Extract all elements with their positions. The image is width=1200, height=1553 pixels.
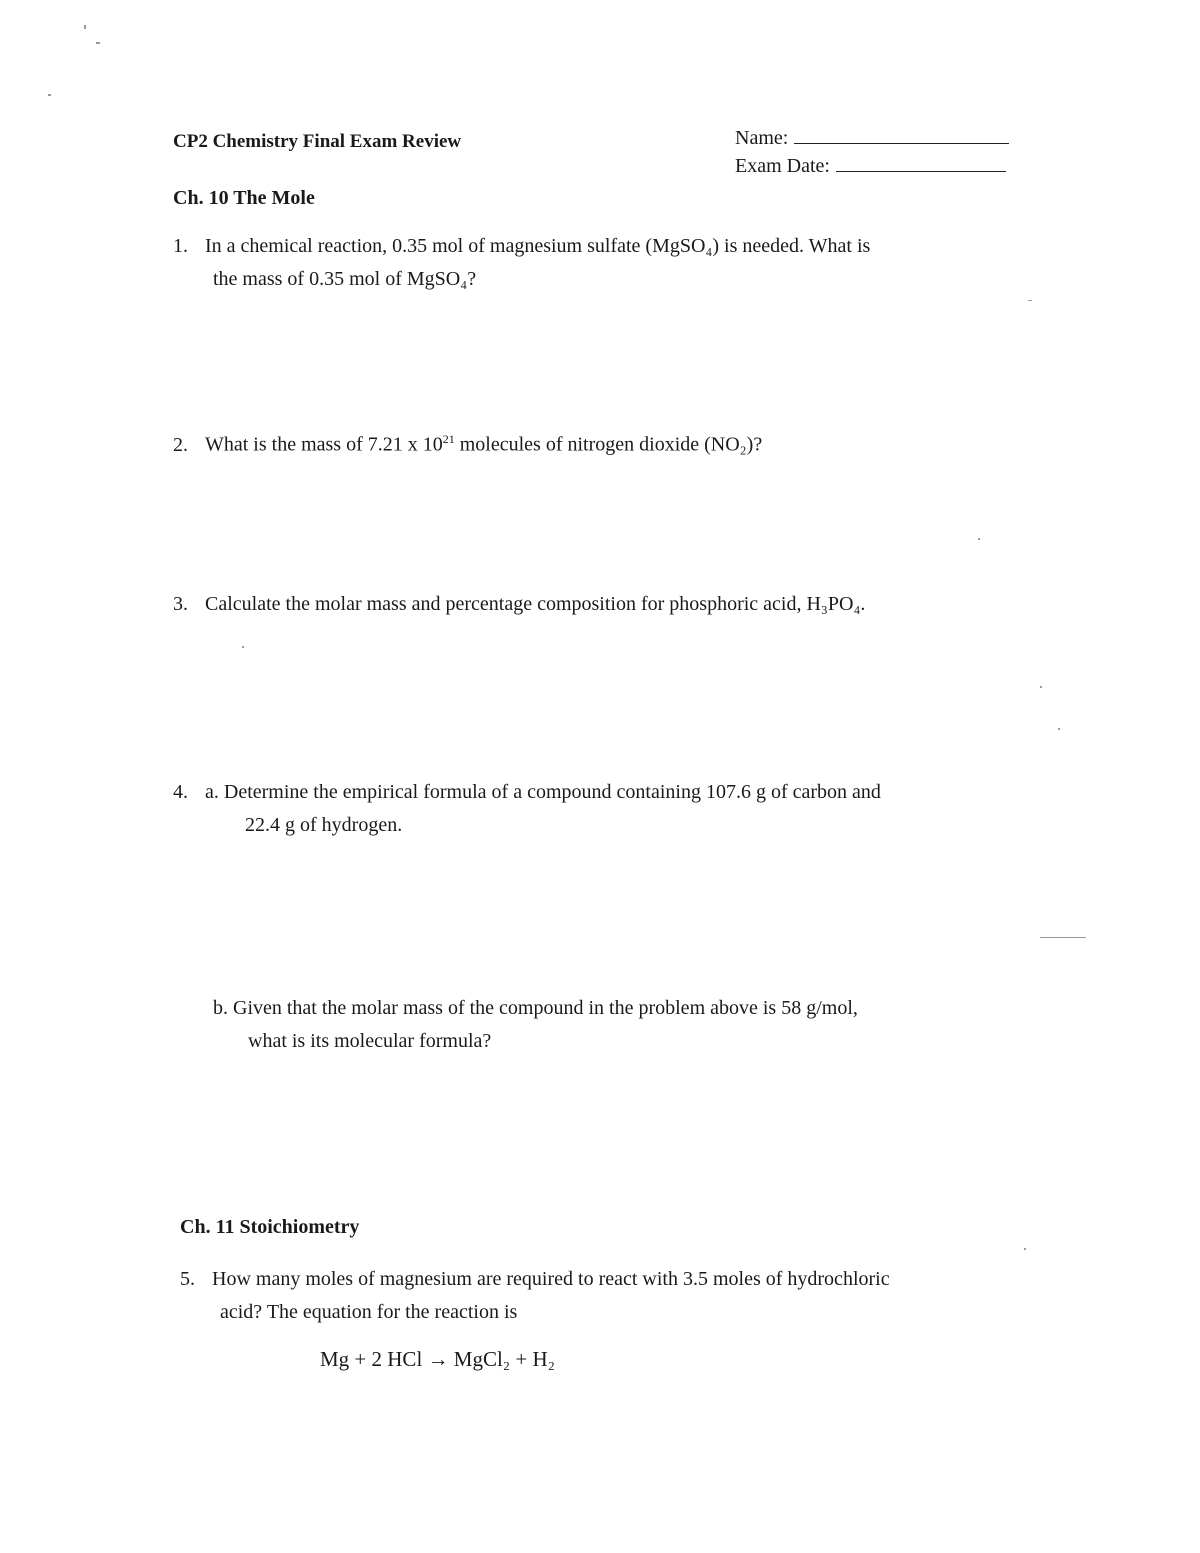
name-field[interactable]	[794, 125, 1009, 144]
scan-speck	[1058, 728, 1060, 730]
question-1-line-2: the mass of 0.35 mol of MgSO₄?	[213, 268, 477, 290]
question-3-number: 3.	[173, 593, 188, 615]
question-3	[173, 588, 865, 621]
exam-date-field[interactable]	[836, 153, 1006, 172]
question-2-text-pre: What is the mass of 7.21 x 10	[205, 433, 443, 456]
scan-speck	[96, 42, 100, 44]
scan-speck	[1040, 937, 1086, 938]
scan-speck	[1024, 1248, 1026, 1250]
reaction-equation: Mg + 2 HCl → MgCl₂ + H₂	[320, 1347, 555, 1371]
exam-date-row	[735, 152, 1009, 180]
name-row	[735, 124, 1009, 152]
chapter-10-heading: Ch. 10 The Mole	[173, 187, 315, 209]
question-2-exponent: 21	[442, 432, 455, 446]
question-4b-line-2: what is its molecular formula?	[248, 1030, 492, 1052]
question-5-number: 5.	[180, 1268, 195, 1290]
name-label: Name:	[735, 127, 789, 149]
page-title: CP2 Chemistry Final Exam Review	[173, 131, 462, 152]
question-4a-line-2: 22.4 g of hydrogen.	[245, 814, 403, 836]
question-2	[173, 423, 762, 462]
question-4b-line-1: b. Given that the molar mass of the compound in the problem above is 58 g/mol,	[213, 997, 858, 1019]
scan-speck	[978, 538, 980, 540]
scan-speck	[84, 25, 86, 29]
question-5	[180, 1263, 890, 1329]
question-1	[173, 230, 870, 296]
question-4b	[213, 992, 858, 1058]
scan-speck	[48, 94, 51, 96]
exam-date-label: Exam Date:	[735, 155, 830, 177]
question-1-number: 1.	[173, 235, 188, 257]
question-5-line-1: How many moles of magnesium are required to react with 3.5 moles of hydrochloric	[212, 1268, 890, 1290]
scan-speck	[242, 646, 244, 648]
student-info-block	[735, 124, 1009, 180]
question-5-line-2: acid? The equation for the reaction is	[220, 1301, 518, 1323]
question-4a	[173, 776, 881, 842]
chapter-11-heading: Ch. 11 Stoichiometry	[180, 1216, 360, 1238]
question-3-text: Calculate the molar mass and percentage composition for phosphoric acid, H₃PO₄.	[205, 593, 866, 615]
scan-speck	[1040, 686, 1042, 688]
question-1-line-1: In a chemical reaction, 0.35 mol of magnesium sulfate (MgSO₄) is needed. What is	[205, 235, 871, 257]
question-4-number: 4.	[173, 781, 188, 803]
question-2-number: 2.	[173, 433, 188, 456]
scan-speck	[1028, 300, 1032, 301]
question-4a-line-1: a. Determine the empirical formula of a compound containing 107.6 g of carbon and	[205, 781, 881, 803]
question-2-text-post: molecules of nitrogen dioxide (NO₂)?	[454, 433, 763, 456]
